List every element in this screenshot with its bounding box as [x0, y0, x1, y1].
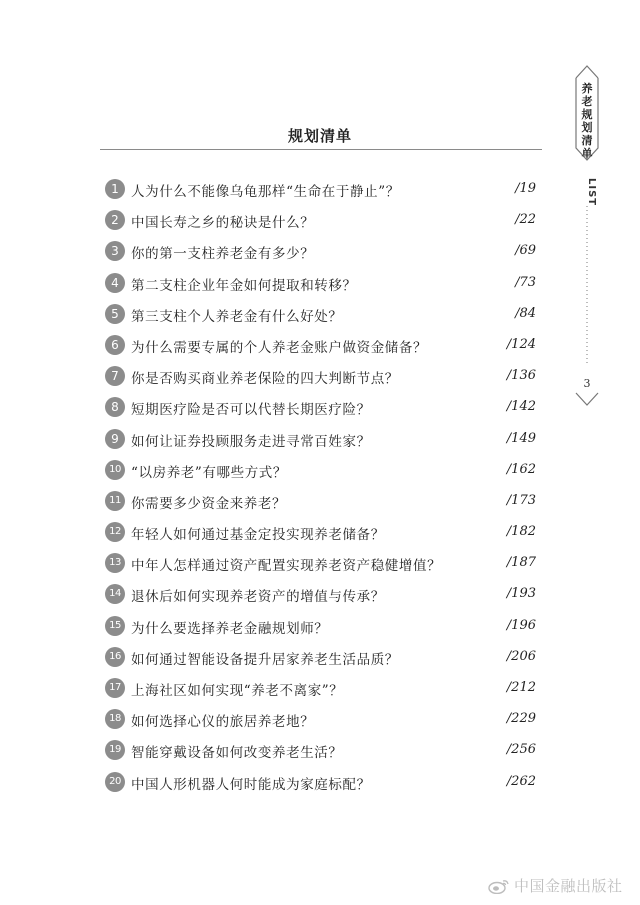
toc-item[interactable] [100, 268, 540, 299]
item-number-badge: 17 [105, 678, 125, 698]
item-number-badge: 15 [105, 616, 125, 636]
toc-list [100, 174, 540, 798]
item-number-badge: 3 [105, 241, 125, 261]
item-page-number: /19 [515, 181, 536, 196]
item-title: 如何通过智能设备提升居家养老生活品质？ [131, 651, 399, 668]
item-number-badge: 14 [105, 584, 125, 604]
toc-item[interactable] [100, 735, 540, 766]
item-title: 中年人怎样通过资产配置实现养老资产稳健增值？ [131, 558, 442, 575]
item-title: 你需要多少资金来养老？ [131, 495, 287, 512]
toc-item[interactable] [100, 673, 540, 704]
item-page-number: /84 [515, 305, 536, 321]
item-page-number: /196 [506, 617, 536, 633]
item-page-number: /229 [506, 711, 536, 727]
title-divider [100, 149, 542, 150]
item-page-number: /212 [506, 680, 536, 695]
side-tab-list-label: LIST [586, 177, 597, 207]
item-page-number: /149 [506, 430, 536, 446]
toc-item[interactable] [100, 767, 540, 798]
item-number-badge: 12 [105, 522, 125, 542]
item-number-badge: 18 [105, 709, 125, 729]
item-number-badge: 6 [105, 335, 125, 355]
item-number-badge: 13 [105, 553, 125, 573]
item-title: 上海社区如何实现“养老不离家”？ [131, 683, 344, 699]
toc-item[interactable] [100, 455, 540, 486]
toc-item[interactable] [100, 424, 540, 455]
side-tab-title: 养老规划清单 [581, 82, 593, 160]
item-title: 中国人形机器人何时能成为家庭标配？ [131, 776, 371, 793]
toc-item[interactable] [100, 205, 540, 236]
item-number-badge: 9 [105, 429, 125, 449]
item-title: “以房养老”有哪些方式？ [131, 464, 288, 481]
item-title: 第三支柱个人养老金有什么好处？ [131, 308, 343, 325]
item-number-badge: 20 [105, 772, 125, 792]
item-page-number: /142 [506, 399, 536, 415]
toc-item[interactable] [100, 642, 540, 673]
side-tab [572, 60, 602, 410]
item-page-number: /262 [506, 773, 536, 789]
item-number-badge: 19 [105, 740, 125, 760]
item-page-number: /22 [515, 212, 536, 228]
item-title: 第二支柱企业年金如何提取和转移？ [131, 277, 357, 294]
watermark [488, 875, 623, 896]
item-number-badge: 16 [105, 647, 125, 667]
item-page-number: /173 [506, 492, 536, 508]
watermark-text: 中国金融出版社 [514, 877, 623, 895]
item-number-badge: 5 [105, 304, 125, 324]
item-title: 你的第一支柱养老金有多少？ [131, 246, 315, 263]
toc-item[interactable] [100, 517, 540, 548]
toc-item[interactable] [100, 579, 540, 610]
item-page-number: /69 [515, 243, 536, 259]
toc-item[interactable] [100, 299, 540, 330]
item-title: 智能穿戴设备如何改变养老生活？ [131, 745, 343, 762]
page-title: 规划清单 [287, 127, 352, 145]
item-page-number: /162 [506, 461, 536, 477]
item-number-badge: 1 [105, 179, 125, 199]
item-title: 年轻人如何通过基金定投实现养老储备？ [131, 527, 385, 544]
toc-item[interactable] [100, 486, 540, 517]
item-number-badge: 8 [105, 397, 125, 417]
toc-item[interactable] [100, 236, 540, 267]
item-page-number: /136 [506, 368, 536, 384]
toc-item[interactable] [100, 611, 540, 642]
item-number-badge: 10 [105, 460, 125, 480]
item-title: 人为什么不能像乌龟那样“生命在于静止”？ [131, 184, 400, 200]
item-title: 为什么需要专属的个人养老金账户做资金储备？ [131, 339, 428, 356]
item-page-number: /124 [506, 336, 536, 352]
item-page-number: /73 [515, 274, 536, 290]
item-page-number: /256 [506, 742, 536, 758]
toc-item[interactable] [100, 704, 540, 735]
item-title: 短期医疗险是否可以代替长期医疗险？ [131, 402, 371, 419]
toc-item[interactable] [100, 330, 540, 361]
item-page-number: /193 [506, 586, 536, 602]
page-number: 3 [583, 377, 591, 390]
item-number-badge: 2 [105, 210, 125, 230]
item-title: 如何让证券投顾服务走进寻常百姓家？ [131, 433, 371, 450]
toc-item[interactable] [100, 174, 540, 205]
weibo-logo-icon [488, 878, 510, 894]
item-title: 如何选择心仪的旅居养老地？ [131, 714, 315, 731]
toc-item[interactable] [100, 548, 540, 579]
item-page-number: /182 [506, 524, 536, 540]
item-page-number: /206 [506, 648, 536, 664]
toc-item[interactable] [100, 392, 540, 423]
item-title: 你是否购买商业养老保险的四大判断节点？ [131, 371, 399, 388]
toc-item[interactable] [100, 361, 540, 392]
item-page-number: /187 [506, 555, 536, 571]
item-title: 中国长寿之乡的秘诀是什么？ [131, 215, 315, 232]
item-title: 为什么要选择养老金融规划师？ [131, 620, 329, 637]
item-number-badge: 11 [105, 491, 125, 511]
item-number-badge: 7 [105, 366, 125, 386]
item-number-badge: 4 [105, 273, 125, 293]
item-title: 退休后如何实现养老资产的增值与传承？ [131, 589, 385, 606]
